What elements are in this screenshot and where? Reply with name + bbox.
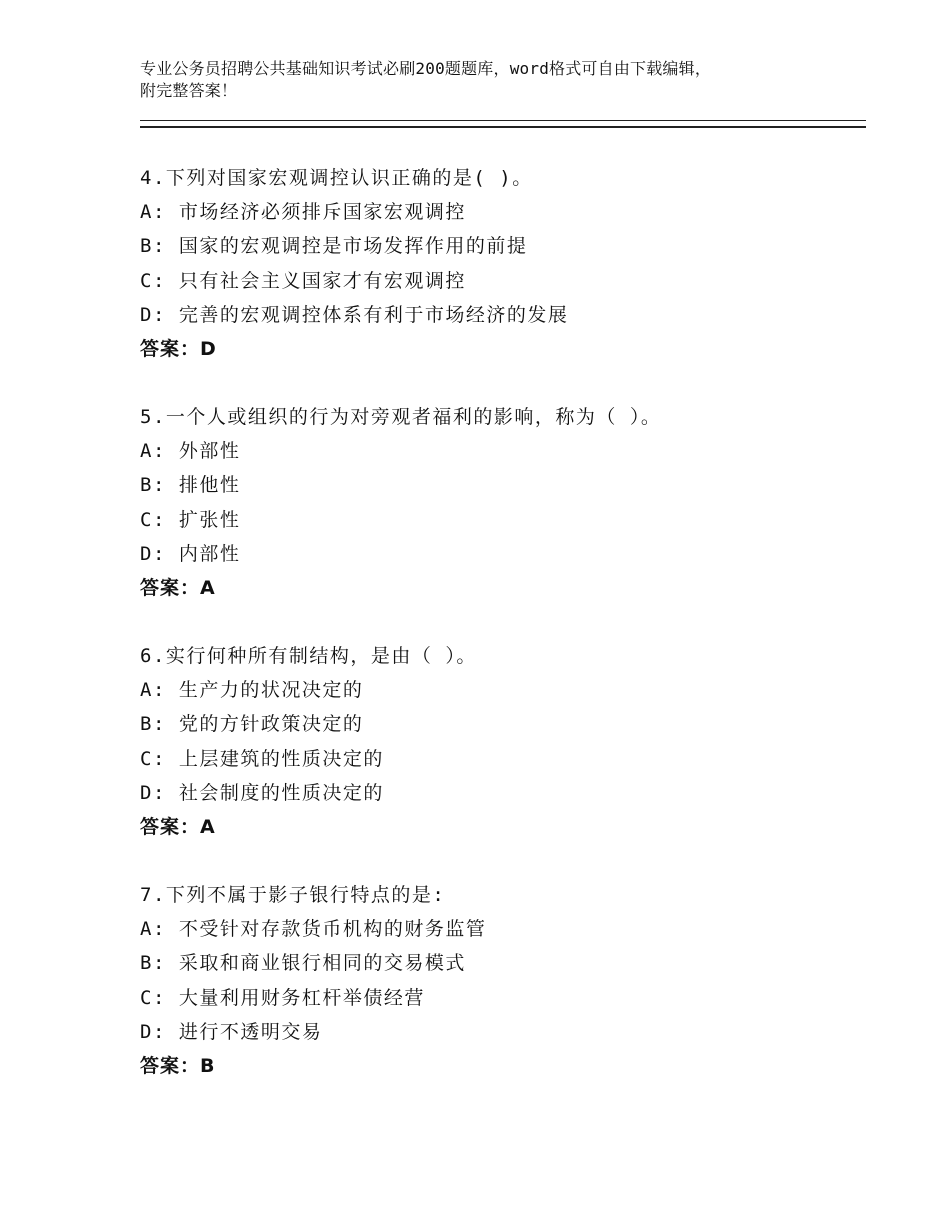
question-stem: 6.实行何种所有制结构，是由（ ）。 [140,645,477,667]
question-block [140,878,840,1083]
header-line-2: 附完整答案！ [140,81,238,100]
option-c: C: 大量利用财务杠杆举债经营 [140,986,425,1009]
option-d: D: 完善的宏观调控体系有利于市场经济的发展 [140,303,569,326]
document-header [140,58,830,102]
question-stem: 7.下列不属于影子银行特点的是: [140,884,446,906]
option-b: B: 采取和商业银行相同的交易模式 [140,952,466,975]
option-b: B: 国家的宏观调控是市场发挥作用的前提 [140,235,528,258]
answer-line: 答案：B [140,1055,216,1078]
option-a: A: 生产力的状况决定的 [140,679,364,702]
option-d: D: 内部性 [140,542,241,565]
answer-line: 答案：D [140,338,217,361]
option-a: A: 不受针对存款货币机构的财务监管 [140,918,487,941]
header-line-1: 专业公务员招聘公共基础知识考试必刷200题题库，word格式可自由下载编辑， [140,59,712,78]
question-block [140,400,840,605]
question-block [140,161,840,366]
option-d: D: 社会制度的性质决定的 [140,781,384,804]
option-a: A: 市场经济必须排斥国家宏观调控 [140,201,466,224]
option-c: C: 扩张性 [140,508,241,531]
question-block [140,639,840,844]
option-b: B: 排他性 [140,474,241,497]
question-stem: 4.下列对国家宏观调控认识正确的是( )。 [140,167,533,189]
option-c: C: 上层建筑的性质决定的 [140,747,384,770]
option-c: C: 只有社会主义国家才有宏观调控 [140,269,466,292]
answer-line: 答案：A [140,816,216,839]
option-d: D: 进行不透明交易 [140,1020,323,1043]
answer-line: 答案：A [140,577,216,600]
option-b: B: 党的方针政策决定的 [140,713,364,736]
question-stem: 5.一个人或组织的行为对旁观者福利的影响，称为（ ）。 [140,406,662,428]
option-a: A: 外部性 [140,440,241,463]
header-divider [140,120,866,128]
